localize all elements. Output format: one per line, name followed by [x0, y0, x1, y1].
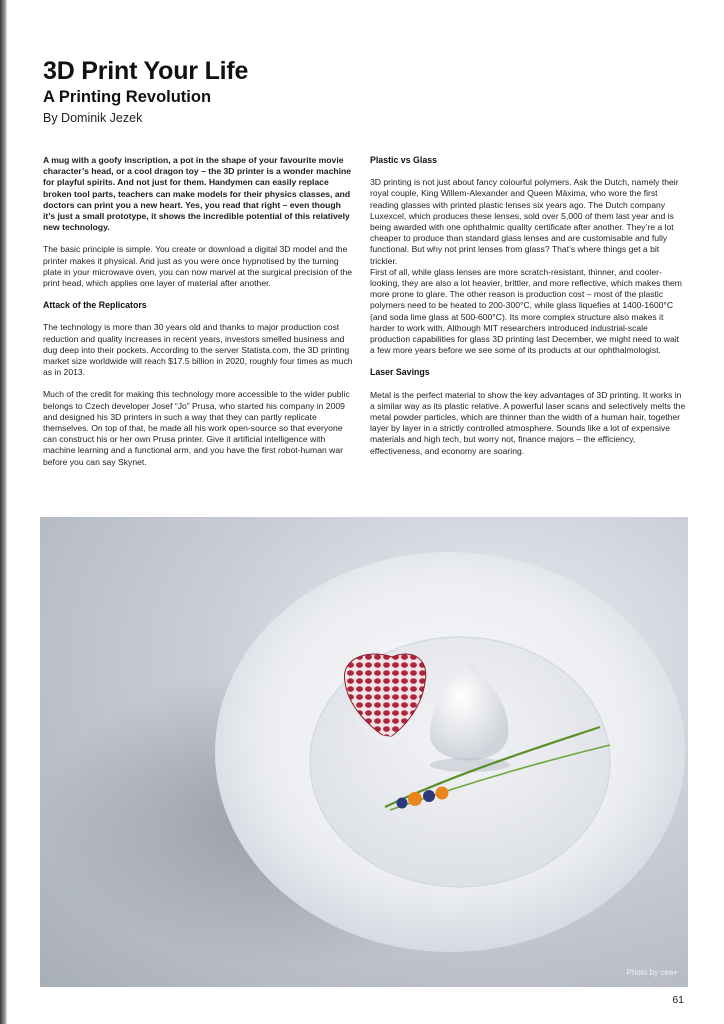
photo-credit: Photo by cea+: [626, 968, 678, 977]
body-paragraph: 3D printing is not just about fancy colourful polymers. Ask the Dutch, namely their royal couple, King Willem-Alexander and Queen Máxima, who wore the first reading glasses with printed plastic lenses six years ago. The Dutch company Luxexcel, which produces these lenses, sold over 5,000 of them last year and is being awarded with one ophthalmic quality certificate after another. They’re a lot cheaper to produce than standard glass lenses and are customisable and fully functional. But why not print lenses from glass? That’s where things get a bit trickier.: [370, 177, 679, 266]
body-paragraph: First of all, while glass lenses are more scratch-resistant, thinner, and cooler-looking, they are also a lot heavier, brittler, and more reflective, which makes them more prone to glare. The other reason is production cost – most of the plastic polymers need to be heated to 200-300°C, while glass liquefies at 1400-1600°C (and soda lime glass at 500-600°C). Its more complex structure also makes it harder to work with. Although MIT researchers introduced industrial-scale production capabilities for glass 3D printing last December, we might need to wait a few more years before we see some of its products at our ophthalmologist.: [370, 266, 682, 356]
section-heading: Laser Savings: [370, 367, 430, 378]
left-column: [43, 155, 354, 479]
article-title: 3D Print Your Life: [43, 57, 249, 85]
article-byline: By Dominik Jezek: [43, 111, 143, 125]
body-paragraph: The technology is more than 30 years old and thanks to major production cost reduction and quality increases in recent years, investors smelled business and dug deep into their pockets. According to the server Statista.com, the 3D printing market size worldwide will reach $17.5 billion in 2020, roughly four times as much as in 2013.: [43, 322, 353, 378]
binding-edge: [0, 0, 7, 1024]
body-paragraph: The basic principle is simple. You create or download a digital 3D model and the printer makes it physical. And just as you were once hypnotised by the turning plate in your microwave oven, you can now marvel at the surgical precision of the print head, which applies one layer of material after another.: [43, 244, 353, 289]
article-subtitle: A Printing Revolution: [43, 88, 212, 106]
body-paragraph: Metal is the perfect material to show the key advantages of 3D printing. It works in a similar way as its plastic relative. A powerful laser scans and selectively melts the metal powder particles, which are thinner than the width of a human hair, together layer by layer in a strictly controlled atmosphere. Sounds like a lot of expensive materials and high tech, but worry not, finance majors – the efficiency, effectiveness, and economy are soaring.: [370, 389, 686, 456]
section-heading: Plastic vs Glass: [370, 155, 437, 165]
lead-paragraph: A mug with a goofy inscription, a pot in the shape of your favourite movie character’s head, or a cool dragon toy – the 3D printer is a wonder machine for playful spirits. And not just for them. Handymen can easily replace broken tool parts, teachers can make models for their physics classes, and doctors can print you a new heart. Yes, you read that right – even though it’s just a small prototype, it shows the incredible potential of this relatively new technology.: [43, 155, 352, 233]
right-column: [370, 155, 686, 468]
section-heading: Attack of the Replicators: [43, 300, 147, 311]
page-number: 61: [672, 994, 684, 1006]
body-paragraph: Much of the credit for making this technology more accessible to the wider public belongs to Czech developer Josef “Jo” Prusa, who started his company in 2009 and designed his 3D printers in such a way that they can partly replicate themselves. On top of that, he made all his work open-source so that everyone can construct his or her own Prusa printer. Give it artificial intelligence with machine learning and a functional arm, and you have the first robot-human war before you can say Skynet.: [43, 389, 350, 467]
plate-illustration: [40, 517, 688, 987]
article-header: [43, 56, 683, 127]
article-photo: [40, 517, 688, 987]
